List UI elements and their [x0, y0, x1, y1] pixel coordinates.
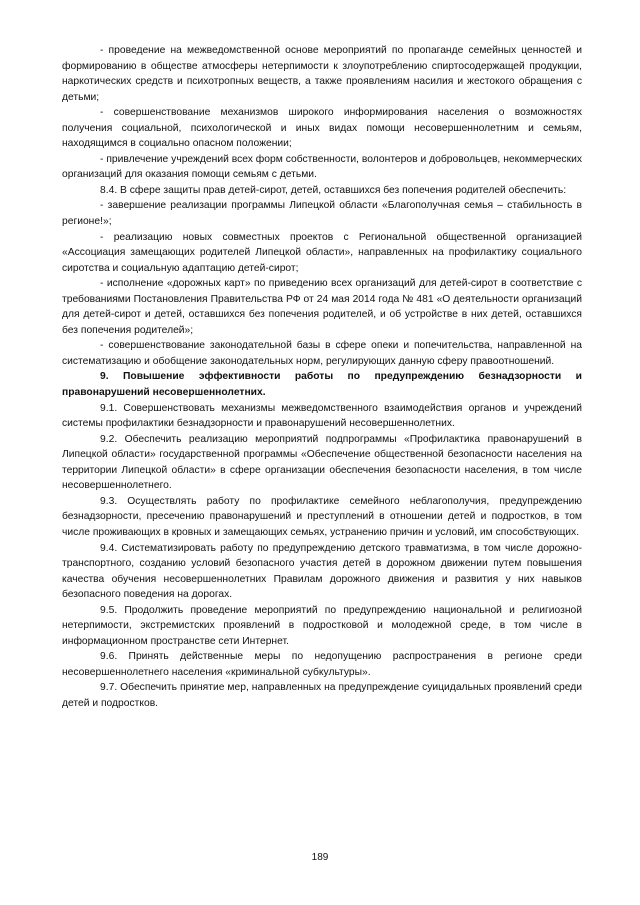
paragraph-9-4: 9.4. Систематизировать работу по предупреждению детского травматизма, в том числе дорожно-транспортного, созданию условий безопасного участия детей в дорожном движении путем повышения качества обучения несовершеннолетних Правилам дорожного движения и развития у них навыков безопасного поведения на дорогах.: [62, 542, 582, 601]
paragraph-9-5: 9.5. Продолжить проведение мероприятий по предупреждению национальной и религиозной нетерпимости, экстремистских проявлений в подростковой и молодежной среде, в том числе в информационном пространстве сети Интернет.: [62, 604, 582, 647]
page-number: 189: [311, 852, 329, 863]
paragraph-9-1: 9.1. Совершенствовать механизмы межведомственного взаимодействия органов и учреждений системы профилактики безнадзорности и правонарушений несовершеннолетних.: [62, 402, 582, 430]
paragraph-bullet-projects: - реализацию новых совместных проектов с Региональной общественной организацией «Ассоциация замещающих родителей Липецкой области», направленных на профилактику социального сиротства и социальную адаптацию детей-сирот;: [62, 231, 582, 274]
paragraph-bullet-legislation: - совершенствование законодательной базы в сфере опеки и попечительства, направленной на систематизацию и обобщение законодательных норм, регулирующих данную сферу правоотношений.: [62, 340, 582, 367]
paragraph-9-2: 9.2. Обеспечить реализацию мероприятий подпрограммы «Профилактика правонарушений в Липецкой области» государственной программы «Обеспечение общественной безопасности населения на территории Липецкой области» в сфере организации обеспечения безопасности населения, в том числе несовершеннолетнего.: [62, 433, 582, 492]
paragraph-9-7: 9.7. Обеспечить принятие мер, направленных на предупреждение суицидальных проявлений среди детей и подростков.: [62, 682, 582, 709]
paragraph-9-6: 9.6. Принять действенные меры по недопущению распространения в регионе среди несовершеннолетнего населения «криминальной субкультуры».: [62, 651, 582, 678]
paragraph-8-4: 8.4. В сфере защиты прав детей-сирот, детей, оставшихся без попечения родителей обеспечить:: [100, 184, 567, 196]
paragraph-9-3: 9.3. Осуществлять работу по профилактике семейного неблагополучия, предупреждению безнадзорности, пресечению правонарушений и преступлений в отношении детей и подростков, в том числе проживающих в кровных и замещающих семьях, устранению причин и условий, им способствующих.: [62, 495, 582, 538]
paragraph-bullet-information: - совершенствование механизмов широкого информирования населения о возможностях получения социальной, психологической и иных видах помощи несовершеннолетним и семьям, находящимся в социально опасном положении;: [62, 107, 582, 150]
paragraph-bullet-program: - завершение реализации программы Липецкой области «Благополучная семья – стабильность в регионе!»;: [62, 200, 582, 228]
page-body: [62, 43, 582, 712]
section-heading-9: 9. Повышение эффективности работы по предупреждению безнадзорности и правонарушений несовершеннолетних.: [62, 371, 582, 399]
paragraph-bullet-roadmaps: - исполнение «дорожных карт» по приведению всех организаций для детей-сирот в соответствие с требованиями Постановления Правительства РФ от 24 мая 2014 года № 481 «О деятельности организаций для детей-сирот и детей, оставшихся без попечения родителей, и об устройстве в них детей, оставшихся без попечения родителей»;: [62, 278, 582, 336]
paragraph-bullet-volunteers: - привлечение учреждений всех форм собственности, волонтеров и добровольцев, некоммерческих организаций для оказания помощи семьям с детьми.: [62, 153, 582, 181]
paragraph-bullet-family-values: - проведение на межведомственной основе мероприятий по пропаганде семейных ценностей и формированию в обществе атмосферы нетерпимости к злоупотреблению спиртосодержащей продукции, наркотических средств и психотропных веществ, а также проявлениям насилия и жестокого обращения с детьми;: [62, 45, 582, 103]
